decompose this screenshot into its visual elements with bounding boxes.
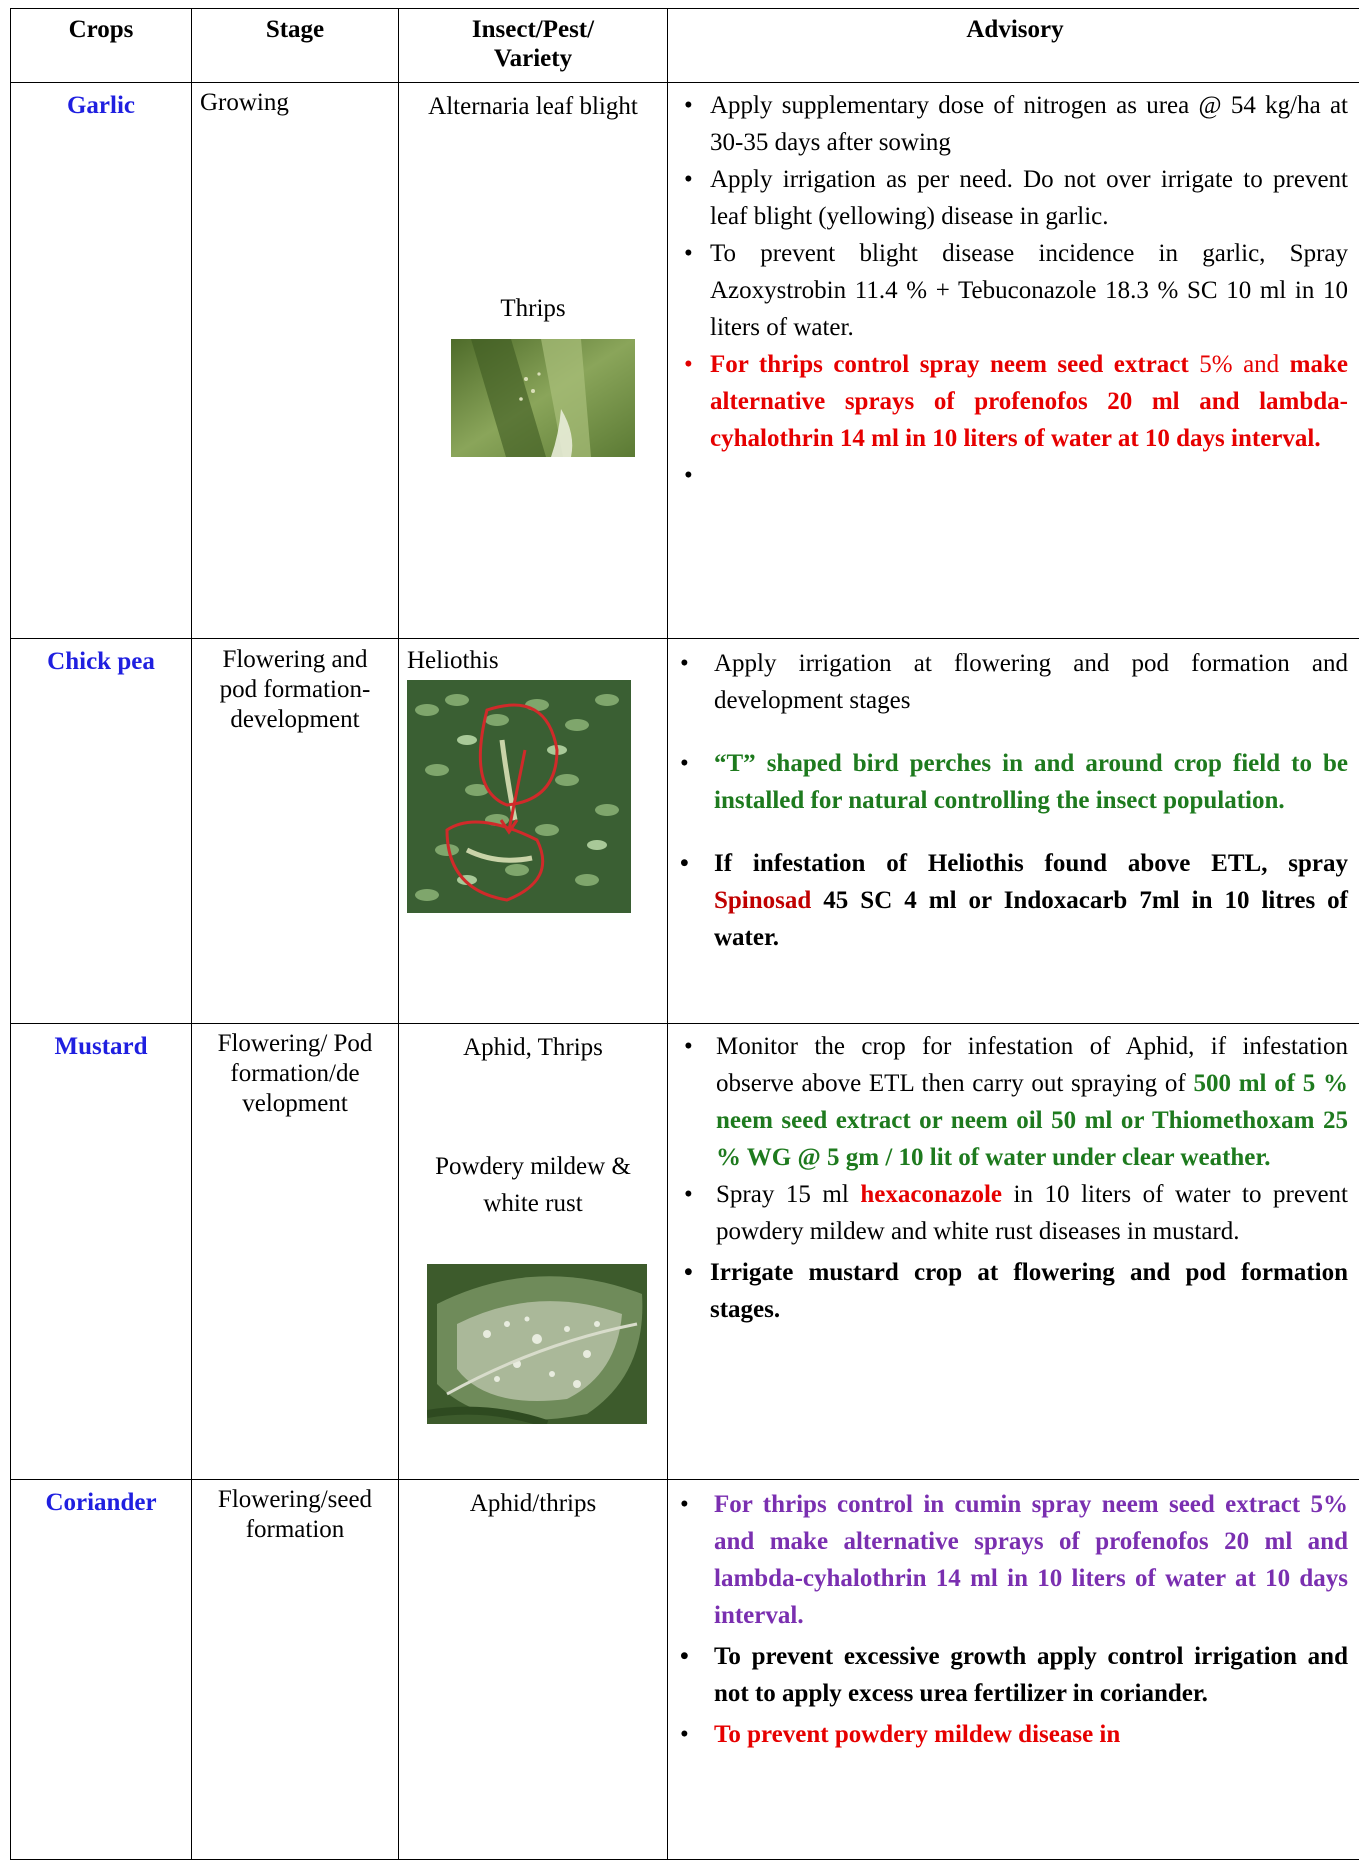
list-item [668,1176,1348,1250]
advisory-list-chickpea [668,645,1359,956]
list-item: • Apply supplementary dose of nitrogen as urea @ 54 kg/ha at 30-35 days after sowing [668,87,1348,161]
pest-cell-garlic [399,83,668,639]
thrips-photo [451,339,635,457]
crop-name-garlic: Garlic [11,83,192,639]
pest-cell-coriander [399,1480,668,1860]
list-item [668,745,1348,819]
advisory-text: “T” shaped bird perches in and around crop field to be installed for natural controlling the insect population. [714,750,1348,814]
advisory-text: For thrips control in cumin spray neem seed extract 5% and make alternative sprays of profenofos 20 ml and lambda-cyhalothrin 14 ml in 10 liters of water at 10 days interval. [714,1491,1348,1629]
table-row-mustard [11,1024,1359,1480]
advisory-text: If infestation of Heliothis found above ETL, spray [714,850,1348,877]
mildew-leaf-photo [427,1264,647,1424]
advisory-cell-garlic [668,83,1359,639]
pest-cell-chickpea [399,639,668,1024]
advisory-cell-coriander [668,1480,1359,1860]
advisory-text: To prevent powdery mildew disease in [714,1721,1120,1748]
header-pest [399,9,668,83]
advisory-text: hexaconazole [860,1181,1002,1208]
advisory-text: 5% and [1189,351,1290,378]
advisory-list-mustard [668,1028,1359,1328]
header-row [11,9,1359,83]
advisory-cell-mustard [668,1024,1359,1480]
crop-name-coriander: Coriander [11,1480,192,1860]
advisory-text: 500 ml of 5 % neem seed extract or neem oil 50 ml or Thiomethoxam 25 % WG @ 5 gm / 10 lit of water under clear weather. [716,1070,1348,1171]
pest-garlic-blight: Alternaria leaf blight [399,88,667,125]
pest-mustard-mildew: Powdery mildew & white rust [399,1148,667,1222]
crop-name-chickpea: Chick pea [11,639,192,1024]
header-advisory: Advisory [668,9,1359,83]
table-row-chickpea [11,639,1359,1024]
list-item [668,1716,1348,1753]
advisory-text: For thrips control spray neem seed extract [710,351,1189,378]
advisory-text: Monitor the crop for infestation of Aphid, if infestation observe above ETL then carry out spraying of [716,1033,1348,1097]
advisory-cell-chickpea [668,639,1359,1024]
pest-garlic-thrips: Thrips [399,290,667,327]
list-item: • To prevent excessive growth apply control irrigation and not to apply excess urea fertilizer in coriander. [668,1638,1348,1712]
list-item: • Irrigate mustard crop at flowering and pod formation stages. [668,1254,1348,1328]
list-item [668,1028,1348,1176]
header-crops: Crops [11,9,192,83]
advisory-list-coriander [668,1486,1359,1753]
stage-chickpea: Flowering and pod formation-development [192,639,399,1024]
header-pest-line2: Variety [399,44,667,73]
advisory-text: make alternative sprays of profenofos 20 ml and lambda-cyhalothrin 14 ml in 10 liters of water at 10 days interval. [710,351,1348,452]
advisory-text: in 10 liters of water to prevent powdery mildew and white rust diseases in mustard. [716,1181,1348,1245]
stage-mustard: Flowering/ Pod formation/de velopment [192,1024,399,1480]
list-item [668,1486,1348,1634]
advisory-list-garlic [668,87,1359,457]
pest-cell-mustard [399,1024,668,1480]
advisory-text: Spray 15 ml [716,1181,860,1208]
stage-garlic: Growing [192,83,399,639]
list-item [668,845,1348,956]
heliothis-photo [407,680,631,913]
pest-mustard-aphid: Aphid, Thrips [399,1029,667,1066]
list-item [668,346,1348,457]
header-pest-line1: Insect/Pest/ [399,15,667,44]
table-row-garlic [11,83,1359,639]
crop-name-mustard: Mustard [11,1024,192,1480]
list-item: • To prevent blight disease incidence in garlic, Spray Azoxystrobin 11.4 % + Tebuconazole 18.3 % SC 10 ml in 10 liters of water. [668,235,1348,346]
stage-coriander: Flowering/seed formation [192,1480,399,1860]
list-item: • Apply irrigation at flowering and pod formation and development stages [668,645,1348,719]
advisory-table [10,8,1359,1860]
header-stage: Stage [192,9,399,83]
list-item: • Apply irrigation as per need. Do not over irrigate to prevent leaf blight (yellowing) disease in garlic. [668,161,1348,235]
advisory-text: 45 SC 4 ml or Indoxacarb 7ml in 10 litres of water. [714,887,1348,951]
pest-chickpea-heliothis: Heliothis [399,644,667,678]
advisory-text: Spinosad [714,887,811,914]
table-row-coriander [11,1480,1359,1860]
pest-coriander-aphid: Aphid/thrips [399,1485,667,1522]
